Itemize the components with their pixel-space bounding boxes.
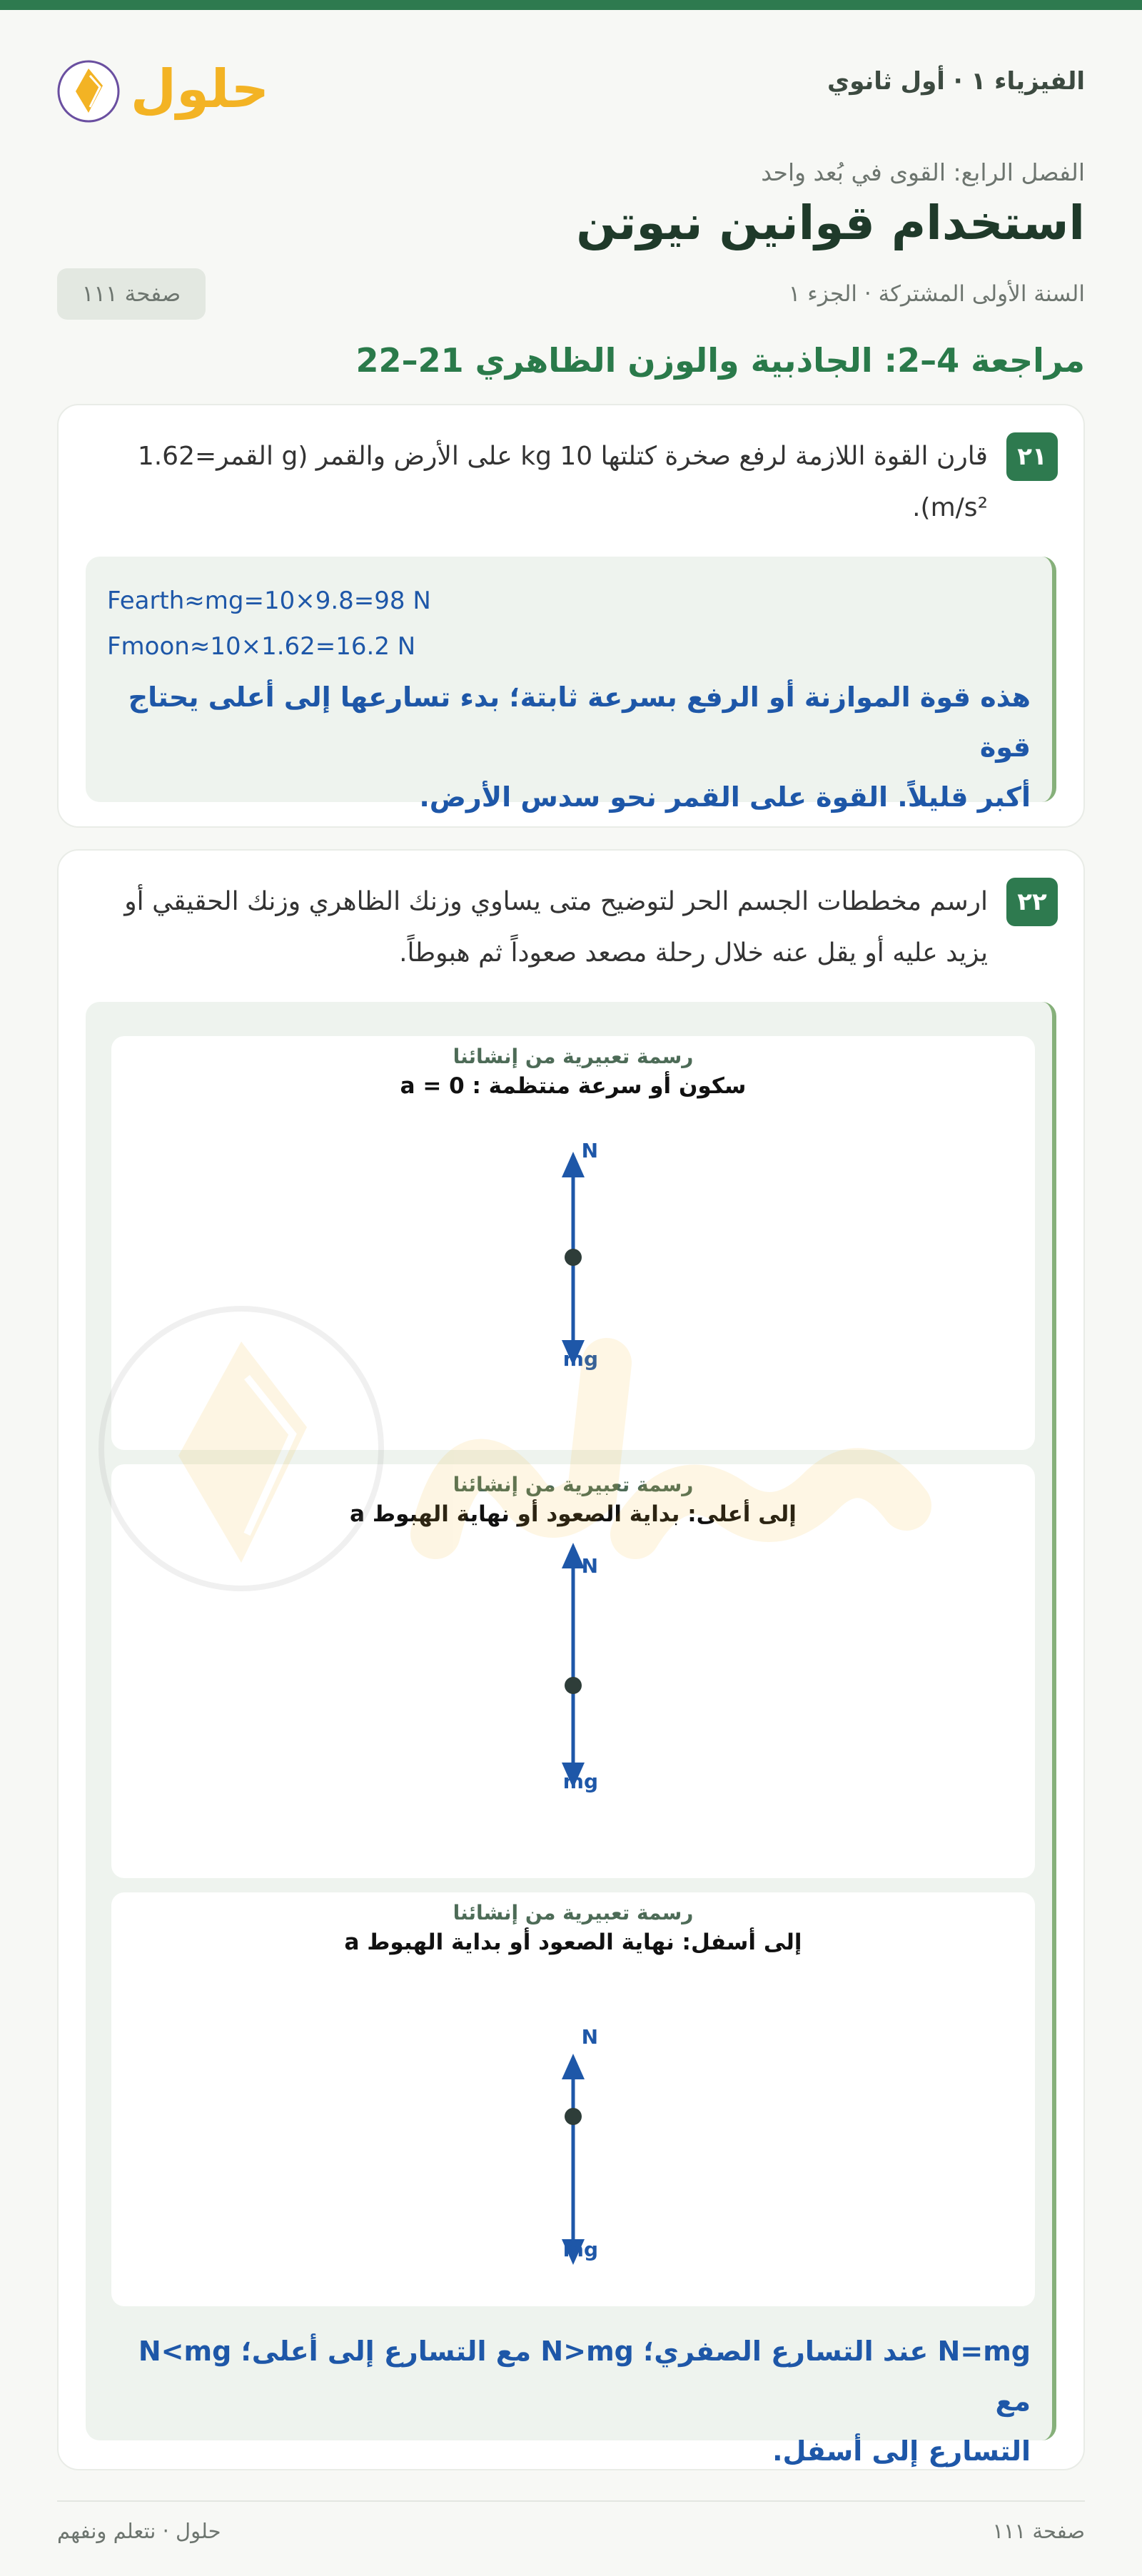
free-body-diagram-down xyxy=(111,1892,1035,2306)
page-title: استخدام قوانين نيوتن xyxy=(576,196,1085,250)
footer-page-number: صفحة ١١١ xyxy=(992,2519,1085,2543)
answer-box xyxy=(86,1002,1056,2467)
force-diagram xyxy=(111,1464,1035,1878)
page-header xyxy=(57,47,1085,126)
normal-force-label: N xyxy=(581,2025,598,2049)
logo[interactable] xyxy=(57,47,270,126)
chapter-label: الفصل الرابع: القوى في بُعد واحد xyxy=(761,158,1085,186)
meta-label: السنة الأولى المشتركة · الجزء ١ xyxy=(788,281,1085,307)
normal-force-arrowhead xyxy=(562,2054,585,2079)
svg-text:حلول: حلول xyxy=(130,59,270,120)
normal-force-label: N xyxy=(581,1139,598,1162)
question-number-badge: ٢١ xyxy=(1006,432,1058,481)
answer-explanation xyxy=(107,2326,1031,2476)
answer-explanation-line: التسارع إلى أسفل. xyxy=(772,2435,1031,2467)
free-body-diagram-rest xyxy=(111,1036,1035,1450)
answer-box xyxy=(86,557,1056,813)
answer-explanation-line: N=mg عند التسارع الصفري؛ N>mg مع التسارع إلى أعلى؛ N<mg مع xyxy=(138,2336,1031,2417)
question-text-line: قارن القوة اللازمة لرفع صخرة كتلتها 10 kg على الأرض والقمر (g القمر=1.62 xyxy=(137,442,988,471)
body-point xyxy=(565,1249,582,1266)
question-text-line: ارسم مخططات الجسم الحر لتوضيح متى يساوي وزنك الظاهري وزنك الحقيقي أو xyxy=(124,887,988,916)
top-accent-bar xyxy=(0,0,1142,10)
force-diagram xyxy=(111,1892,1035,2306)
question-text xyxy=(138,431,988,534)
normal-force-label: N xyxy=(581,1554,598,1578)
diagram-title: إلى أسفل: نهاية الصعود أو بداية الهبوط a xyxy=(344,1930,802,1955)
body-point xyxy=(565,2108,582,2125)
footer-divider xyxy=(57,2500,1085,2502)
free-body-diagram-up xyxy=(111,1464,1035,1878)
diagram-title: إلى أعلى: بداية الصعود أو نهاية الهبوط a xyxy=(350,1501,797,1527)
answer-equation-moon: Fmoon≈10×1.62=16.2 N xyxy=(107,632,416,661)
body-point xyxy=(565,1677,582,1694)
weight-label: mg xyxy=(562,2238,598,2261)
diagram-caption: رسمة تعبيرية من إنشائنا xyxy=(453,1045,694,1068)
footer-brand: حلول · نتعلم ونفهم xyxy=(57,2519,221,2543)
diagram-title: سكون أو سرعة منتظمة : a = 0 xyxy=(400,1073,747,1099)
answer-explanation-line: هذه قوة الموازنة أو الرفع بسرعة ثابتة؛ بدء تسارعها إلى أعلى يحتاج قوة xyxy=(128,681,1031,763)
question-card-21 xyxy=(57,404,1085,828)
question-number-badge: ٢٢ xyxy=(1006,878,1058,926)
question-text xyxy=(86,876,988,979)
answer-explanation-line: أكبر قليلاً. القوة على القمر نحو سدس الأرض. xyxy=(419,781,1031,813)
weight-label: mg xyxy=(562,1770,598,1793)
section-heading: مراجعة 4–2: الجاذبية والوزن الظاهري 21–22 xyxy=(355,341,1085,380)
diagram-caption: رسمة تعبيرية من إنشائنا xyxy=(453,1473,694,1496)
diagram-caption: رسمة تعبيرية من إنشائنا xyxy=(453,1901,694,1925)
weight-label: mg xyxy=(562,1347,598,1371)
question-text-line: يزيد عليه أو يقل عنه خلال رحلة مصعد صعوداً ثم هبوطاً. xyxy=(399,938,988,968)
course-title: الفيزياء ١ · أول ثانوي xyxy=(827,67,1085,96)
question-card-22 xyxy=(57,849,1085,2470)
page-badge: صفحة ١١١ xyxy=(57,268,206,320)
logo-icon xyxy=(57,47,270,126)
answer-equation-earth: Fearth≈mg=10×9.8=98 N xyxy=(107,587,431,615)
question-text-line: m/s²). xyxy=(912,493,988,522)
force-diagram xyxy=(111,1036,1035,1450)
